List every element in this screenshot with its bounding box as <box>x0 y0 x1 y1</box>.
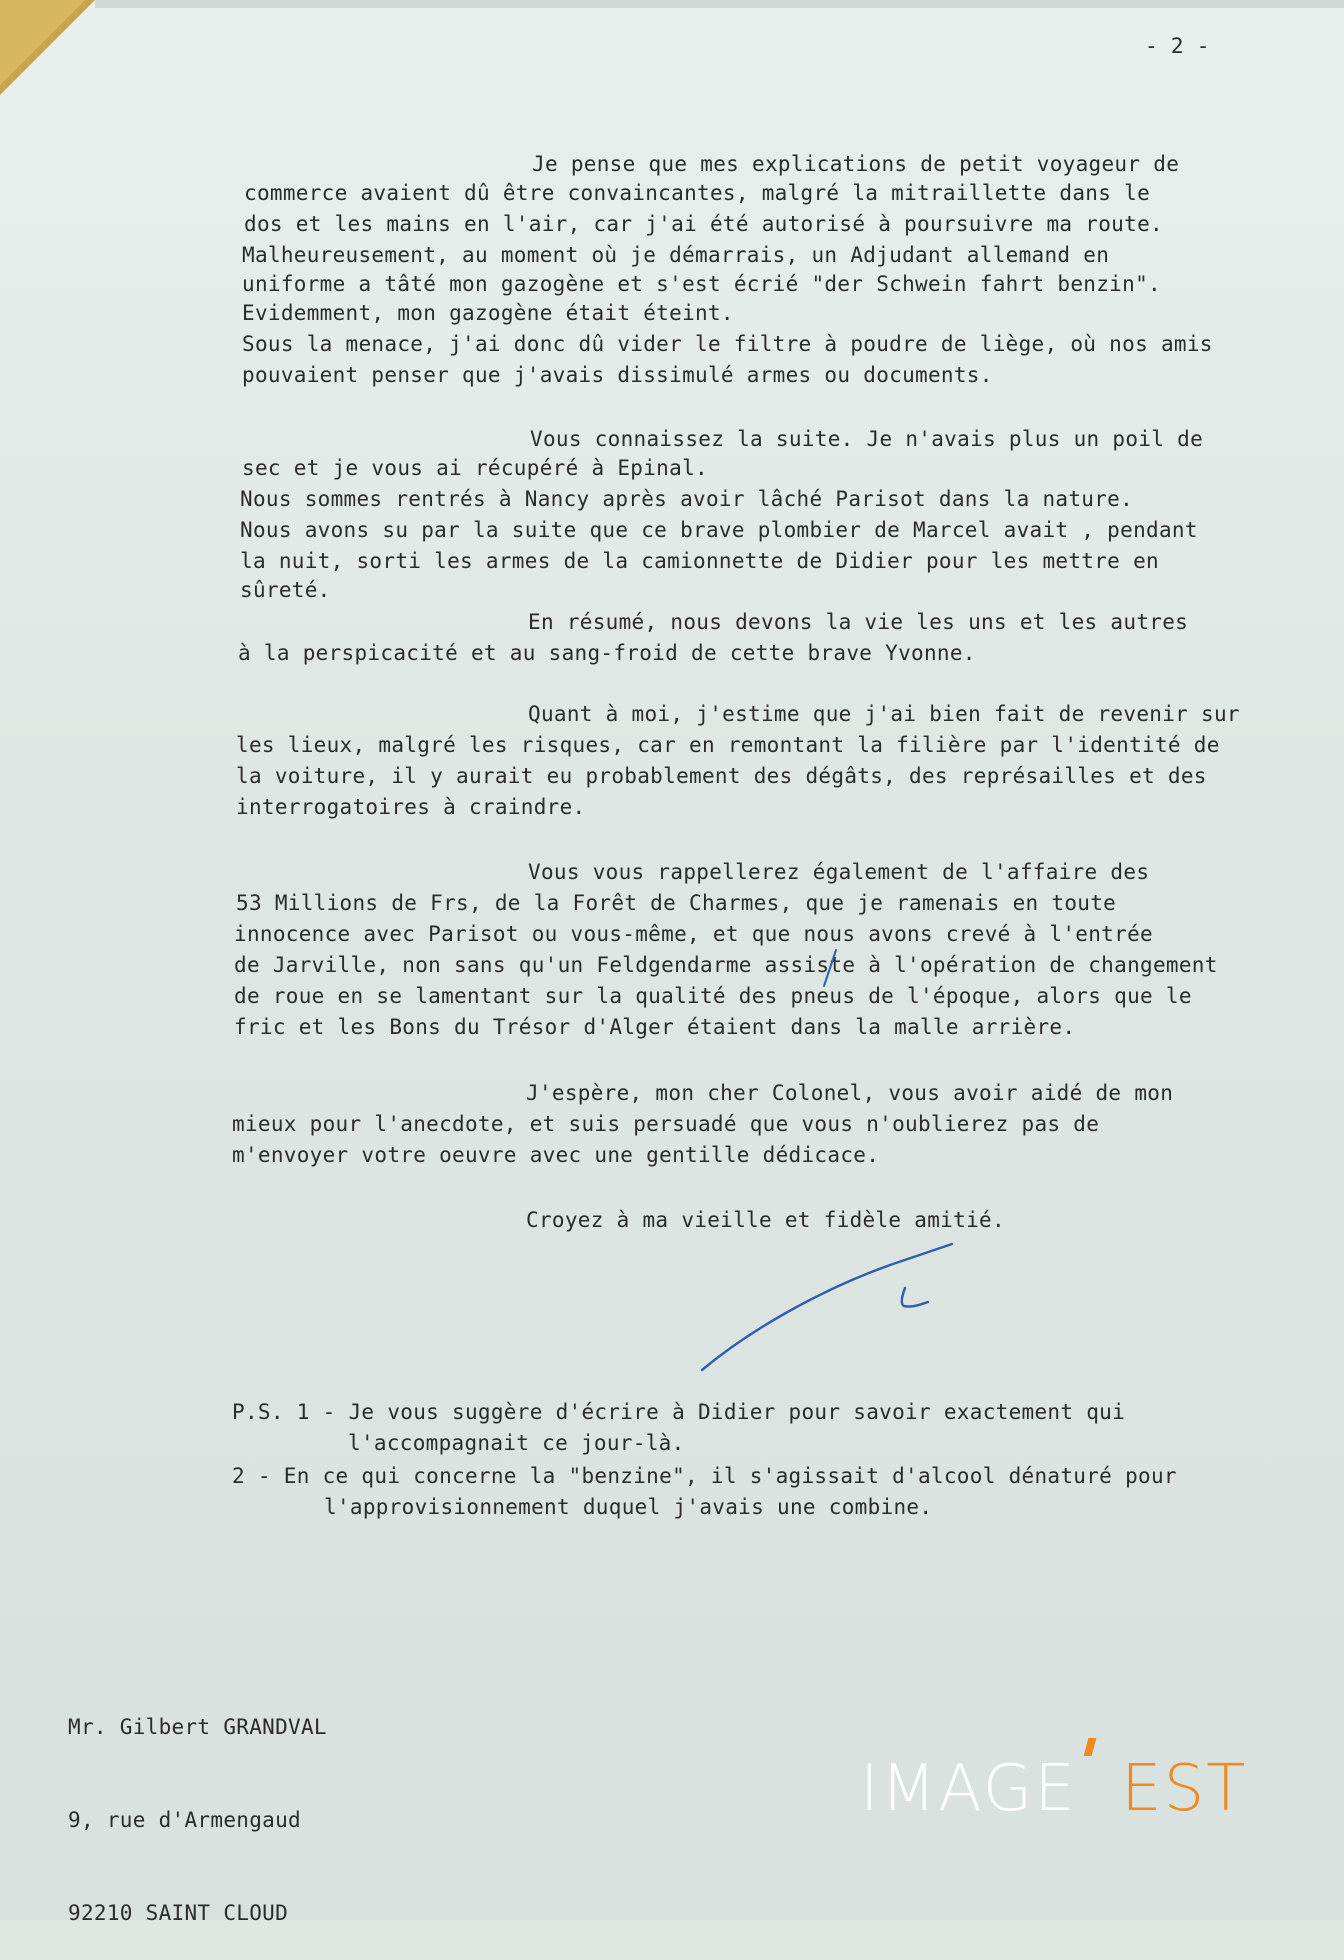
pen-mark <box>818 948 848 988</box>
text-line: l'accompagnait ce jour-là. <box>348 1431 685 1455</box>
text-line: commerce avaient dû être convaincantes, malgré la mitraillette dans le <box>244 181 1151 205</box>
text-line: Vous connaissez la suite. Je n'avais plus un poil de <box>530 427 1204 451</box>
text-line: 2 - En ce qui concerne la "benzine", il s'agissait d'alcool dénaturé pour <box>232 1464 1177 1488</box>
text-line: les lieux, malgré les risques, car en remontant la filière par l'identité de <box>236 733 1220 757</box>
text-line: Je pense que mes explications de petit voyageur de <box>532 152 1180 176</box>
address-line-name: Mr. Gilbert GRANDVAL <box>68 1715 327 1739</box>
text-line: m'envoyer votre oeuvre avec une gentille dédicace. <box>232 1143 880 1167</box>
text-line: fric et les Bons du Trésor d'Alger étaient dans la malle arrière. <box>234 1015 1076 1039</box>
text-line: innocence avec Parisot ou vous-même, et que nous avons crevé à l'entrée <box>234 922 1153 946</box>
text-line: de Jarville, non sans qu'un Feldgendarme assiste à l'opération de changement <box>234 953 1218 977</box>
text-line: la nuit, sorti les armes de la camionnette de Didier pour les mettre en <box>240 549 1159 573</box>
text-line: Nous avons su par la suite que ce brave plombier de Marcel avait , pendant <box>240 518 1198 542</box>
text-line: pouvaient penser que j'avais dissimulé armes ou documents. <box>242 363 993 387</box>
text-line: Sous la menace, j'ai donc dû vider le filtre à poudre de liège, où nos amis <box>242 332 1213 356</box>
text-line: sûreté. <box>240 578 331 602</box>
text-line: Malheureusement, au moment où je démarrais, un Adjudant allemand en <box>242 243 1110 267</box>
handwritten-signature <box>690 1230 990 1390</box>
text-line: 53 Millions de Frs, de la Forêt de Charmes, que je ramenais en toute <box>236 891 1117 915</box>
text-line: à la perspicacité et au sang-froid de cette brave Yvonne. <box>238 641 976 665</box>
text-line: J'espère, mon cher Colonel, vous avoir aidé de mon <box>526 1081 1174 1105</box>
address-line-city: 92210 SAINT CLOUD <box>68 1901 289 1925</box>
address-line-street: 9, rue d'Armengaud <box>68 1808 301 1832</box>
text-line: uniforme a tâté mon gazogène et s'est écrié "der Schwein fahrt benzin". <box>242 272 1161 296</box>
text-line: Croyez à ma vieille et fidèle amitié. <box>526 1208 1005 1232</box>
text-line: interrogatoires à craindre. <box>236 795 586 819</box>
text-line: Quant à moi, j'estime que j'ai bien fait de revenir sur <box>528 702 1240 726</box>
image-est-logo <box>860 1752 1280 1832</box>
text-line: mieux pour l'anecdote, et suis persuadé que vous n'oublierez pas de <box>232 1112 1100 1136</box>
text-line: dos et les mains en l'air, car j'ai été autorisé à poursuivre ma route. <box>244 212 1163 236</box>
page-number: - 2 - <box>1145 34 1210 58</box>
paper-top-edge <box>95 0 1344 8</box>
logo-text-image: IMAGE <box>860 1752 1077 1826</box>
text-line: En résumé, nous devons la vie les uns et les autres <box>528 610 1189 634</box>
text-line: Evidemment, mon gazogène était éteint. <box>242 301 734 325</box>
text-line: de roue en se lamentant sur la qualité des pneus de l'époque, alors que le <box>234 984 1192 1008</box>
text-line: Vous vous rappellerez également de l'affaire des <box>528 860 1150 884</box>
text-line: la voiture, il y aurait eu probablement des dégâts, des représailles et des <box>236 764 1207 788</box>
text-line: Nous sommes rentrés à Nancy après avoir lâché Parisot dans la nature. <box>240 487 1134 511</box>
text-line: l'approvisionnement duquel j'avais une combine. <box>324 1495 933 1519</box>
text-line: P.S. 1 - Je vous suggère d'écrire à Didier pour savoir exactement qui <box>232 1400 1126 1424</box>
logo-text-est: EST <box>1121 1752 1248 1826</box>
text-line: sec et je vous ai récupéré à Epinal. <box>242 456 708 480</box>
recipient-address <box>68 1650 327 1960</box>
